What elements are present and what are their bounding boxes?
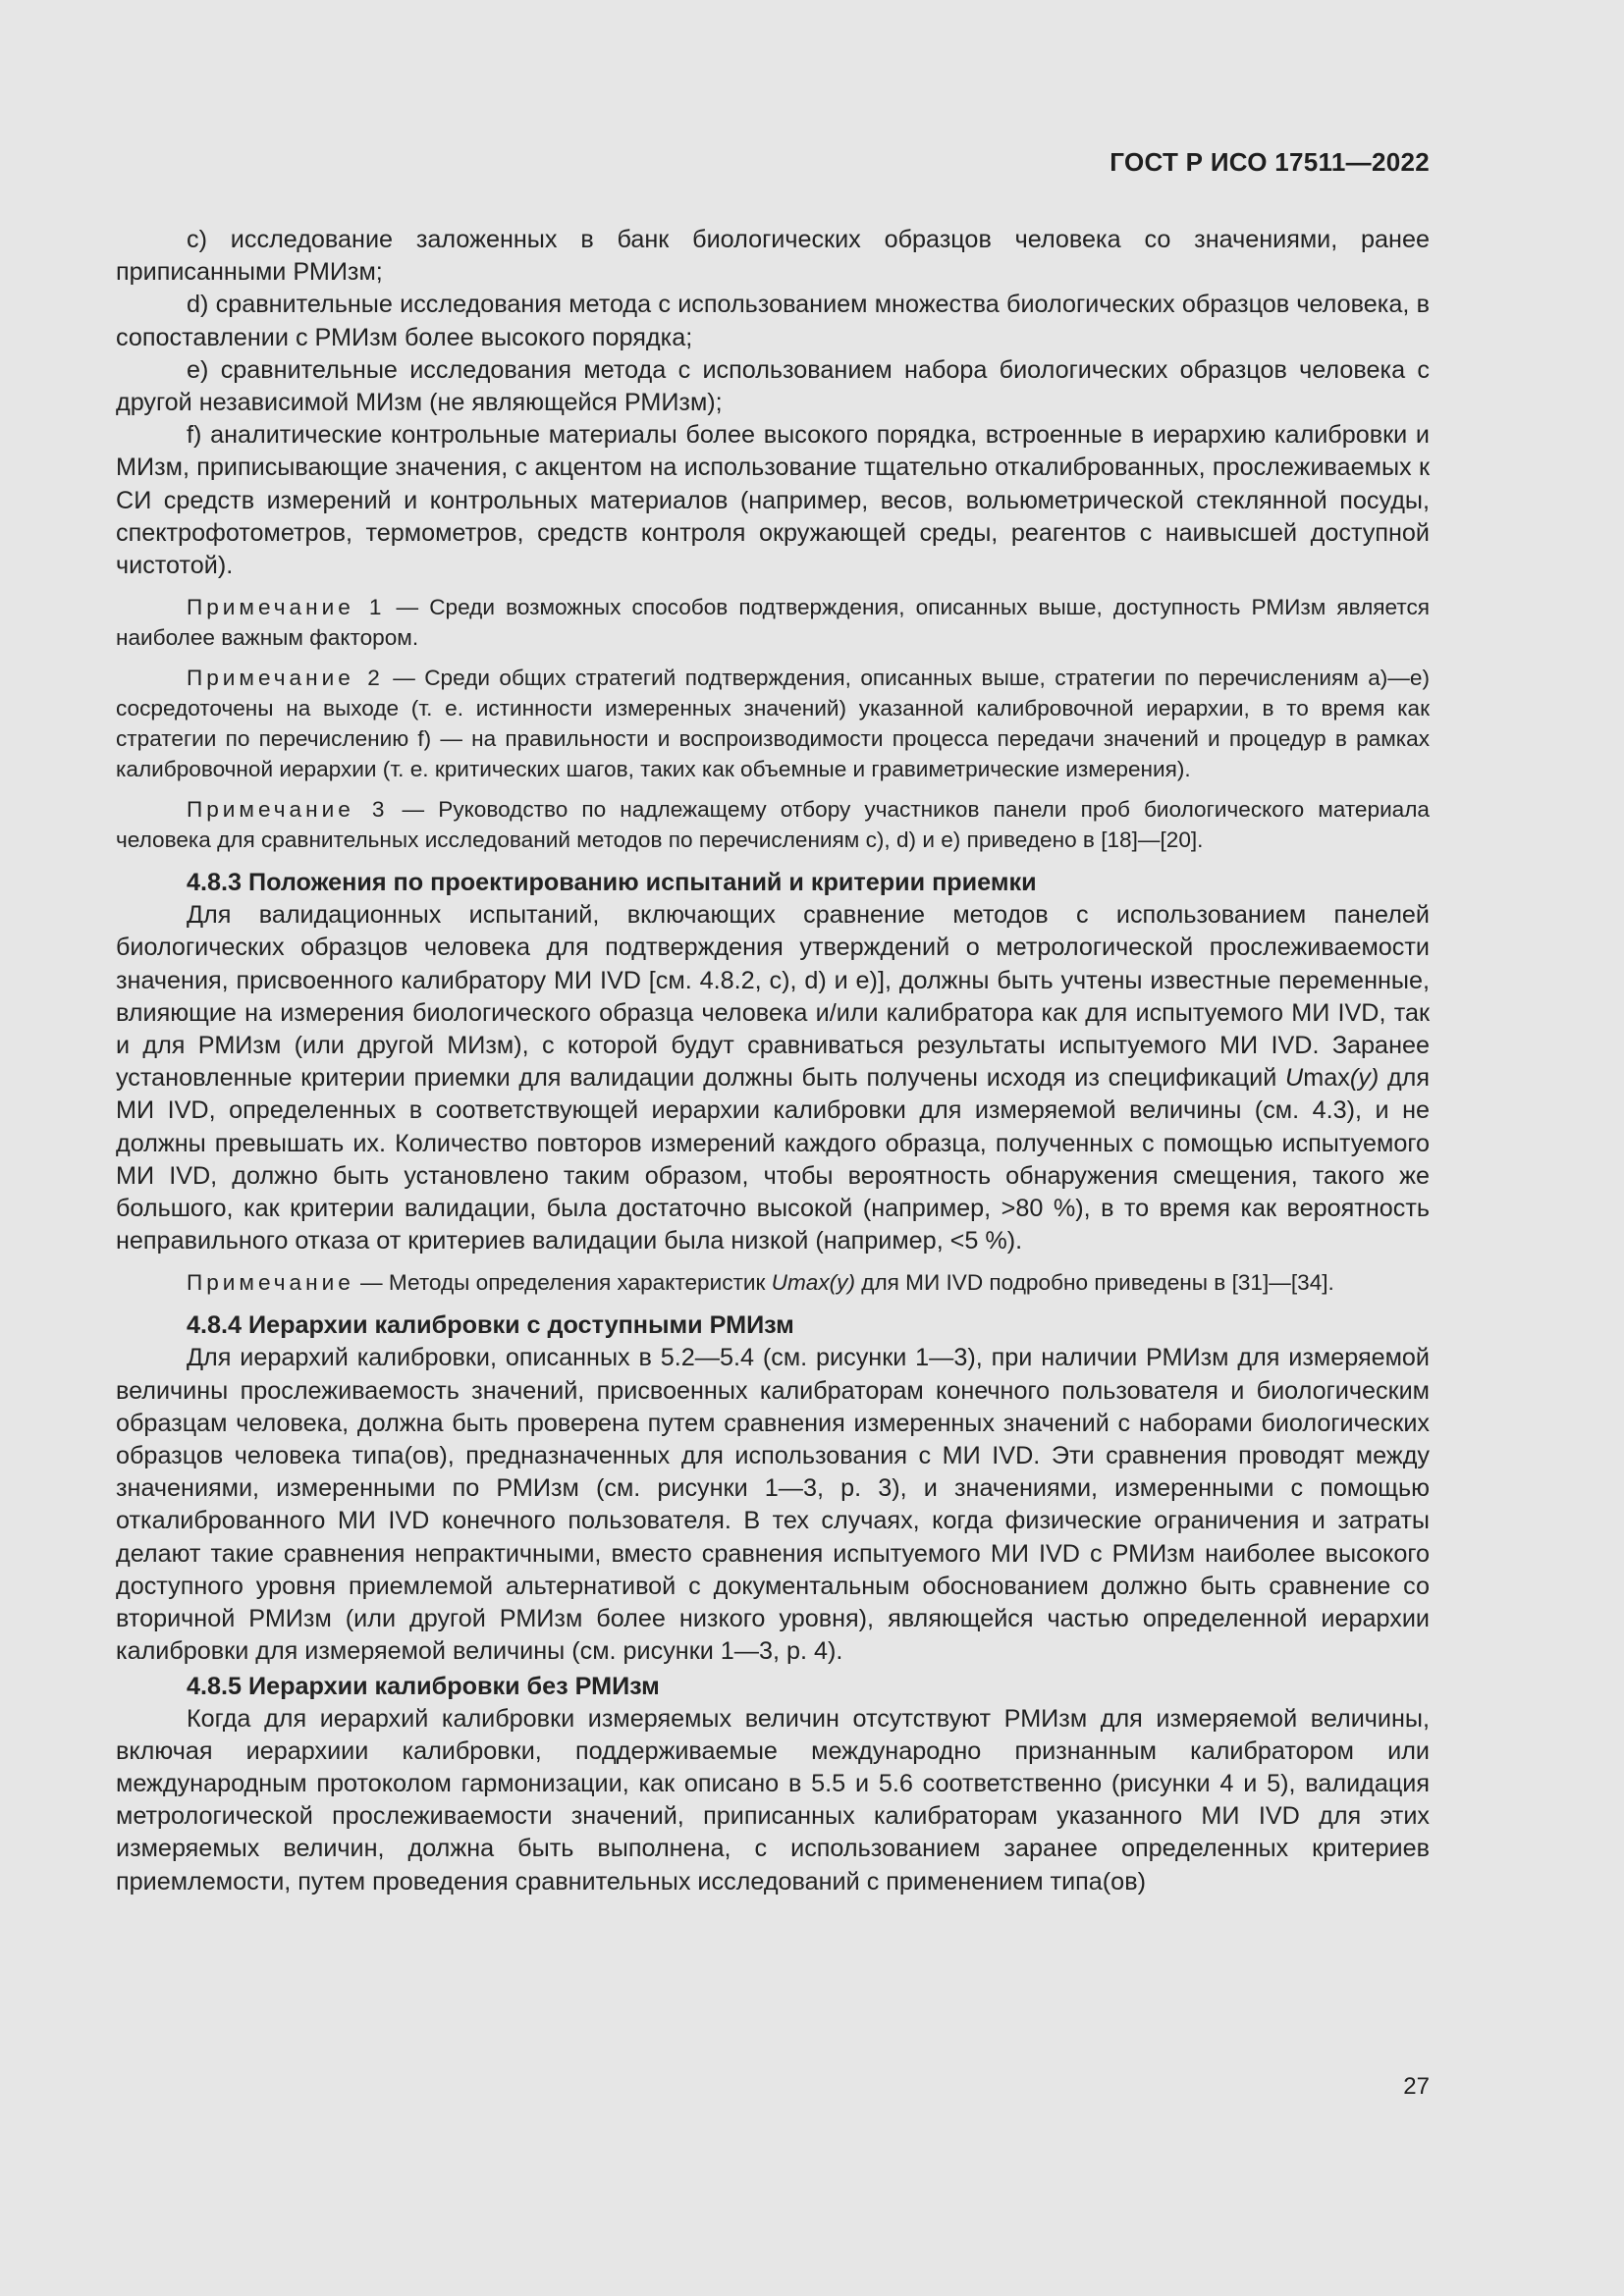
- note-2-label: Примечание 2: [187, 666, 384, 691]
- note-2: [116, 663, 1430, 784]
- note-1: [116, 592, 1430, 653]
- note-1-text: — Среди возможных способов подтверждения, описанных выше, доступность РМИзм является наиболее важным фактором.: [116, 595, 1430, 651]
- note-1-label: Примечание 1: [187, 595, 386, 620]
- note-4-italic: Umax(y): [771, 1270, 855, 1296]
- umax-italic-y: (y): [1349, 1064, 1380, 1093]
- note-3-label: Примечание 3: [187, 797, 389, 823]
- note-3: [116, 794, 1430, 855]
- section-4-8-5-heading: 4.8.5 Иерархии калибровки без РМИзм: [187, 1672, 660, 1700]
- list-item-e: e) сравнительные исследования метода с использованием набора биологических образцов человека с другой независимой МИзм (не являющейся РМИзм);: [116, 355, 1430, 417]
- page-header-standard-id: ГОСТ Р ИСО 17511—2022: [1110, 147, 1430, 177]
- note-4-text-a: — Методы определения характеристик: [353, 1270, 772, 1296]
- note-2-text: — Среди общих стратегий подтверждения, описанных выше, стратегии по перечислениям а)—е) сосредоточены на выходе (т. е. истинности измеренных значений) указанной калибровочной иерархии, в то время как стратегии по перечислению f) — на правильности и воспроизводимости процесса передачи значений и процедур в рамках калибровочной иерархии (т. е. критических шагов, таких как объемные и гравиметрические измерения).: [116, 666, 1430, 782]
- section-4-8-4-paragraph: Для иерархий калибровки, описанных в 5.2—5.4 (см. рисунки 1—3), при наличии РМИзм для измеряемой величины прослеживаемость значений, присвоенных калибраторам конечного пользователя и биологическим образцам человека, должна быть проверена путем сравнения измеренных значений с наборами биологических образцов человека типа(ов), предназначенных для использования с МИ IVD. Эти сравнения проводят между значениями, измеренными по РМИзм (см. рисунки 1—3, р. 3), и значениями, измеренными с помощью откалиброванного МИ IVD конечного пользователя. В тех случаях, когда физические ограничения и затраты делают такие сравнения непрактичными, вместо сравнения испытуемого МИ IVD с РМИзм наиболее высокого доступного уровня приемлемой альтернативой с документальным обоснованием должно быть сравнение со вторичной РМИзм (или другой РМИзм более низкого уровня), являющейся частью определенной иерархии калибровки для измеряемой величины (см. рисунки 1—3, р. 4).: [116, 1344, 1430, 1666]
- section-4-8-3-text-b: для МИ IVD, определенных в соответствующей иерархии калибровки для измеряемой величины (см. 4.3), и не должны превышать их. Количество повторов измерений каждого образца, полученных с помощью испытуемого МИ IVD, должно быть установлено таким образом, чтобы вероятность обнаружения смещения, такого же большого, как критерии валидации, была достаточно высокой (например, >80 %), в то время как вероятность неправильного отказа от критериев валидации была низкой (например, <5 %).: [116, 1064, 1430, 1255]
- page-number: 27: [1403, 2073, 1430, 2100]
- section-4-8-3-text-a: Для валидационных испытаний, включающих сравнение методов с использованием панелей биологических образцов человека для подтверждения утверждений о метрологической прослеживаемости значения, присвоенного калибратору МИ IVD [см. 4.8.2, с), d) и е)], должны быть учтены известные переменные, влияющие на измерения биологического образца человека и/или калибратора как для испытуемого МИ IVD, так и для РМИзм (или другой МИзм), с которой будут сравниваться результаты испытуемого МИ IVD. Заранее установленные критерии приемки для валидации должны быть получены исходя из спецификаций: [116, 901, 1430, 1093]
- umax-italic-u: U: [1285, 1064, 1304, 1093]
- section-4-8-3-paragraph: [116, 899, 1430, 1257]
- umax-subscript-max: max: [1303, 1064, 1350, 1093]
- list-item-c: c) исследование заложенных в банк биологических образцов человека со значениями, ранее приписанными РМИзм;: [116, 226, 1430, 287]
- section-4-8-3-heading: 4.8.3 Положения по проектированию испытаний и критерии приемки: [187, 869, 1037, 897]
- note-4-text-b: для МИ IVD подробно приведены в [31]—[34].: [855, 1270, 1334, 1296]
- note-3-text: — Руководство по надлежащему отбору участников панели проб биологического материала человека для сравнительных исследований методов по перечислениям с), d) и е) приведено в [18]—[20].: [116, 797, 1431, 853]
- section-4-8-4-heading: 4.8.4 Иерархии калибровки с доступными РМИзм: [187, 1311, 794, 1340]
- note-4-label: Примечание: [187, 1270, 354, 1296]
- list-item-d: d) сравнительные исследования метода с использованием множества биологических образцов человека, в сопоставлении с РМИзм более высокого порядка;: [116, 291, 1430, 351]
- section-4-8-5-paragraph: Когда для иерархий калибровки измеряемых величин отсутствуют РМИзм для измеряемой величины, включая иерархиии калибровки, поддерживаемые международно признанным калибратором или международным протоколом гармонизации, как описано в 5.5 и 5.6 соответственно (рисунки 4 и 5), валидация метрологической прослеживаемости значений, приписанных калибраторам указанного МИ IVD для этих измеряемых величин, должна быть выполнена, с использованием заранее определенных критериев приемлемости, путем проведения сравнительных исследований с применением типа(ов): [116, 1704, 1430, 1896]
- page-content: [116, 224, 1430, 1898]
- note-4: [116, 1267, 1430, 1298]
- list-item-f: f) аналитические контрольные материалы более высокого порядка, встроенные в иерархию калибровки и МИзм, приписывающие значения, с акцентом на использование тщательно откалиброванных, прослеживаемых к СИ средств измерений и контрольных материалов (например, весов, вольюметрической стеклянной посуды, спектрофотометров, термометров, средств контроля окружающей среды, реагентов с наивысшей доступной чистотой).: [116, 421, 1430, 580]
